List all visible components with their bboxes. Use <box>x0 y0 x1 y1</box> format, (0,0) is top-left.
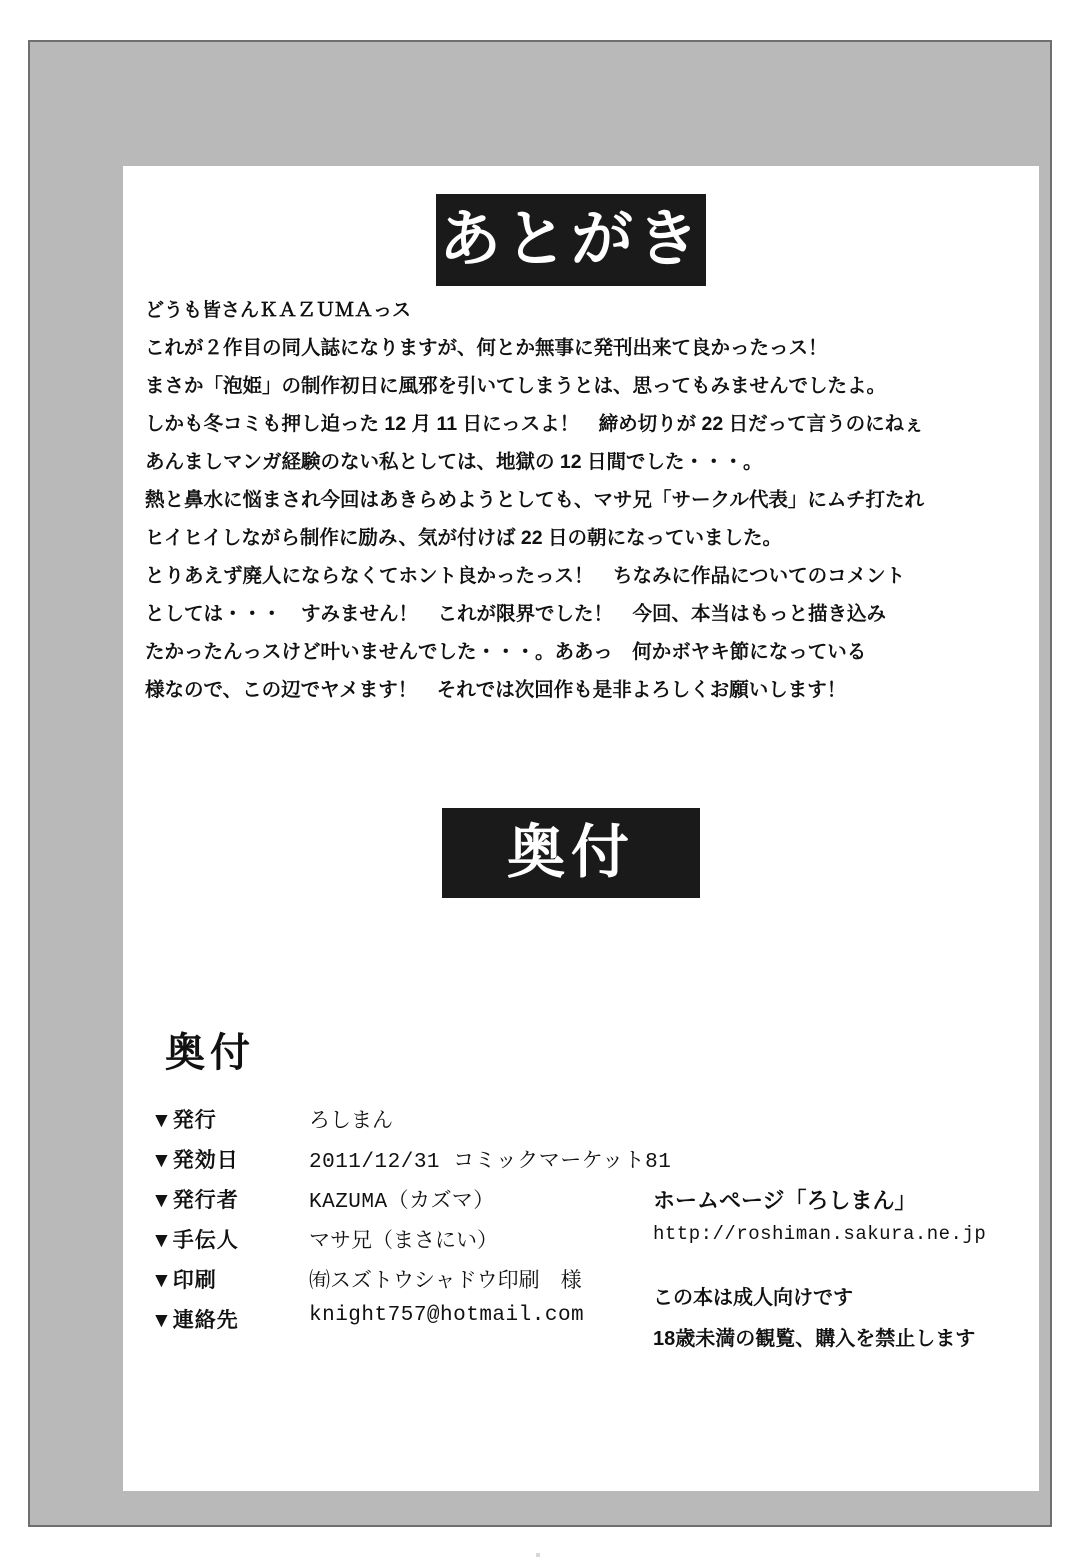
afterword-line: 熱と鼻水に悩まされ今回はあきらめようとしても、マサ兄「サークル代表」にムチ打たれ <box>145 489 925 511</box>
colophon-label: ▼発行 <box>151 1109 217 1132</box>
homepage-label: ホームページ「ろしまん」 <box>653 1188 917 1213</box>
table-row <box>151 1264 671 1304</box>
table-row <box>151 1144 671 1184</box>
colophon-value: マサ兄（まさにい） <box>309 1229 498 1252</box>
afterword-line: どうも皆さんＫＡＺＵＭＡっス <box>145 300 412 321</box>
afterword-heading-plate: あとがき <box>436 194 706 286</box>
content-sheet <box>123 166 1039 1491</box>
afterword-line: ヒイヒイしながら制作に励み、気が付けば 22 日の朝になっていました。 <box>145 527 783 549</box>
afterword-line: とりあえず廃人にならなくてホント良かったっス！ ちなみに作品についてのコメント <box>145 565 906 587</box>
homepage-url: http://roshiman.sakura.ne.jp <box>653 1223 987 1245</box>
page-mark <box>536 1553 540 1557</box>
table-row <box>151 1184 671 1224</box>
colophon-label: ▼手伝人 <box>151 1229 239 1252</box>
afterword-line: あんましマンガ経験のない私としては、地獄の 12 日間でした・・・。 <box>145 451 763 473</box>
afterword-line: しかも冬コミも押し迫った 12 月 11 日にっスよ！ 締め切りが 22 日だって言うのにねぇ <box>145 413 924 435</box>
colophon-label: ▼発効日 <box>151 1149 239 1172</box>
colophon-value: 2011/12/31 コミックマーケット81 <box>309 1151 672 1174</box>
outer-frame <box>28 40 1052 1527</box>
table-row <box>151 1224 671 1264</box>
afterword-line: まさか「泡姫」の制作初日に風邪を引いてしまうとは、思ってもみませんでしたよ。 <box>145 375 887 397</box>
colophon-value: ろしまん <box>309 1109 393 1132</box>
afterword-line: としては・・・ すみません！ これが限界でした！ 今回、本当はもっと描き込み <box>145 603 887 625</box>
afterword-body <box>145 294 1025 712</box>
colophon-heading-plate: 奥付 <box>442 808 700 898</box>
colophon-label: ▼印刷 <box>151 1269 217 1292</box>
afterword-line: たかったんっスけど叶いませんでした・・・。ああっ 何かボヤキ節になっている <box>145 641 867 663</box>
colophon-value: KAZUMA（カズマ） <box>309 1191 495 1214</box>
adult-notice-line: 18歳未満の観覧、購入を禁止します <box>653 1328 976 1350</box>
colophon-value: knight757@hotmail.com <box>309 1304 585 1327</box>
adult-notice-line: この本は成人向けです <box>653 1287 853 1309</box>
colophon-table <box>151 1104 671 1344</box>
table-row <box>151 1304 671 1344</box>
table-row <box>151 1104 671 1144</box>
colophon-side-info <box>653 1184 1023 1363</box>
afterword-line: これが２作目の同人誌になりますが、何とか無事に発刊出来て良かったっス！ <box>145 337 828 359</box>
colophon-label: ▼発行者 <box>151 1189 239 1212</box>
colophon-title: 奥付 <box>165 1031 255 1075</box>
colophon-value: ㈲スズトウシャドウ印刷 様 <box>309 1269 582 1292</box>
colophon-label: ▼連絡先 <box>151 1309 239 1332</box>
afterword-line: 様なので、この辺でヤメます！ それでは次回作も是非よろしくお願いします！ <box>145 679 847 701</box>
